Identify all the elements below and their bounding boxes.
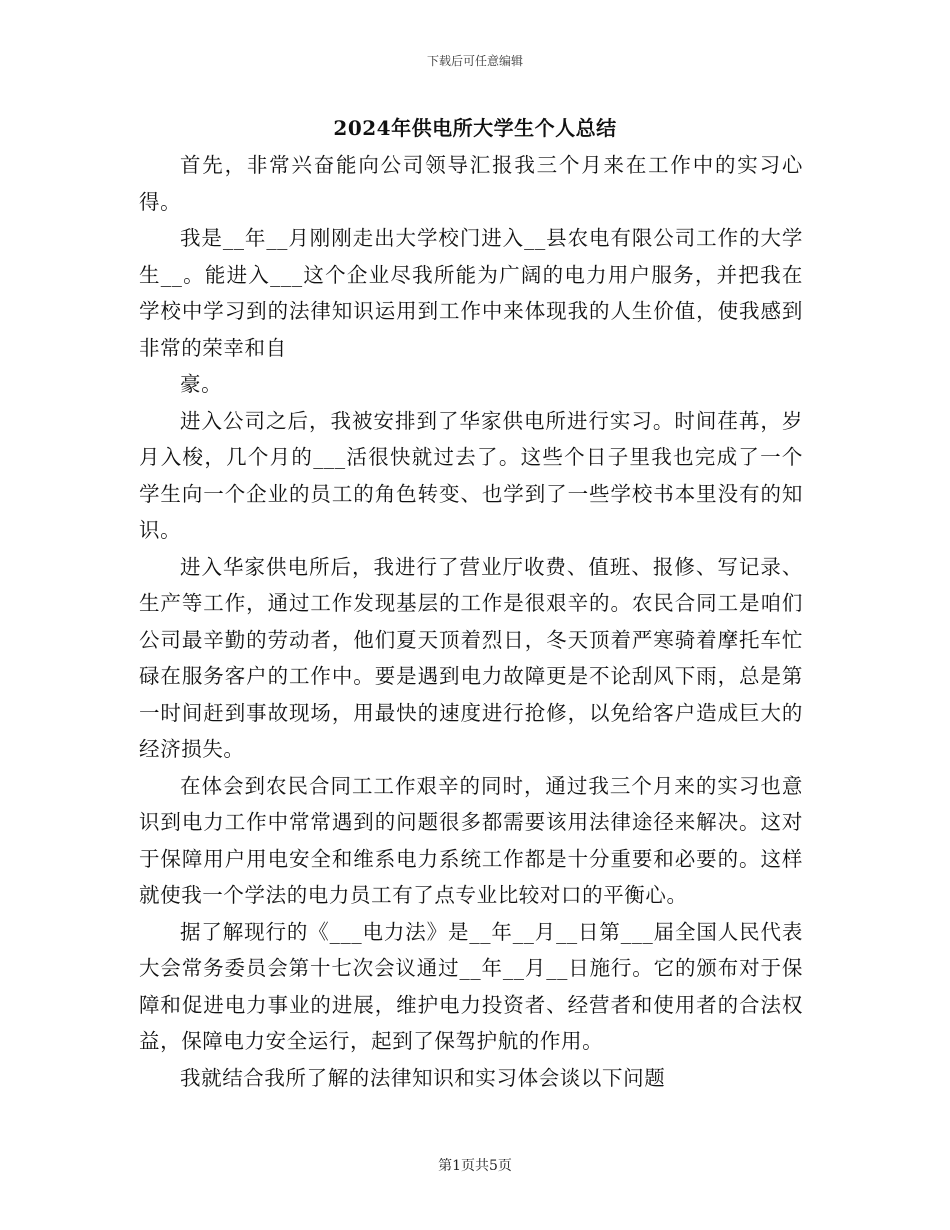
document-body [139, 147, 803, 1096]
document-title: 2024年供电所大学生个人总结 [333, 116, 617, 140]
paragraph-7: 据了解现行的《___电力法》是__年__月__日第___届全国人民代表大会常务委员会第十七次会议通过__年__月__日施行。它的颁布对于保障和促进电力事业的进展，维护电力投资者、经营者和使用者的合法权益，保障电力安全运行，起到了保驾护航的作用。 [139, 919, 803, 1053]
page-number-footer: 第1页共5页 [438, 1158, 512, 1174]
paragraph-1: 首先，非常兴奋能向公司领导汇报我三个月来在工作中的实习心得。 [139, 153, 803, 214]
paragraph-4: 进入公司之后，我被安排到了华家供电所进行实习。时间荏苒，岁月入梭，几个月的___活很快就过去了。这些个日子里我也完成了一个学生向一个企业的员工的角色转变、也学到了一些学校书本里没有的知识。 [139, 408, 803, 542]
page-header-note: 下载后可任意编辑 [426, 54, 523, 68]
paragraph-5: 进入华家供电所后，我进行了营业厅收费、值班、报修、写记录、生产等工作，通过工作发现基层的工作是很艰辛的。农民合同工是咱们公司最辛勤的劳动者，他们夏天顶着烈日，冬天顶着严寒骑着摩托车忙碌在服务客户的工作中。要是遇到电力故障更是不论刮风下雨，总是第一时间赶到事故现场，用最快的速度进行抢修，以免给客户造成巨大的经济损失。 [139, 554, 803, 761]
paragraph-3: 豪。 [180, 372, 223, 396]
paragraph-2: 我是__年__月刚刚走出大学校门进入__县农电有限公司工作的大学生__。能进入___这个企业尽我所能为广阔的电力用户服务，并把我在学校中学习到的法律知识运用到工作中来体现我的人生价值，使我感到非常的荣幸和自 [139, 226, 803, 360]
paragraph-8: 我就结合我所了解的法律知识和实习体会谈以下问题 [180, 1065, 666, 1090]
paragraph-6: 在体会到农民合同工工作艰辛的同时，通过我三个月来的实习也意识到电力工作中常常遇到的问题很多都需要该用法律途径来解决。这对于保障用户用电安全和维系电力系统工作都是十分重要和必要的。这样就使我一个学法的电力员工有了点专业比较对口的平衡心。 [139, 773, 803, 907]
